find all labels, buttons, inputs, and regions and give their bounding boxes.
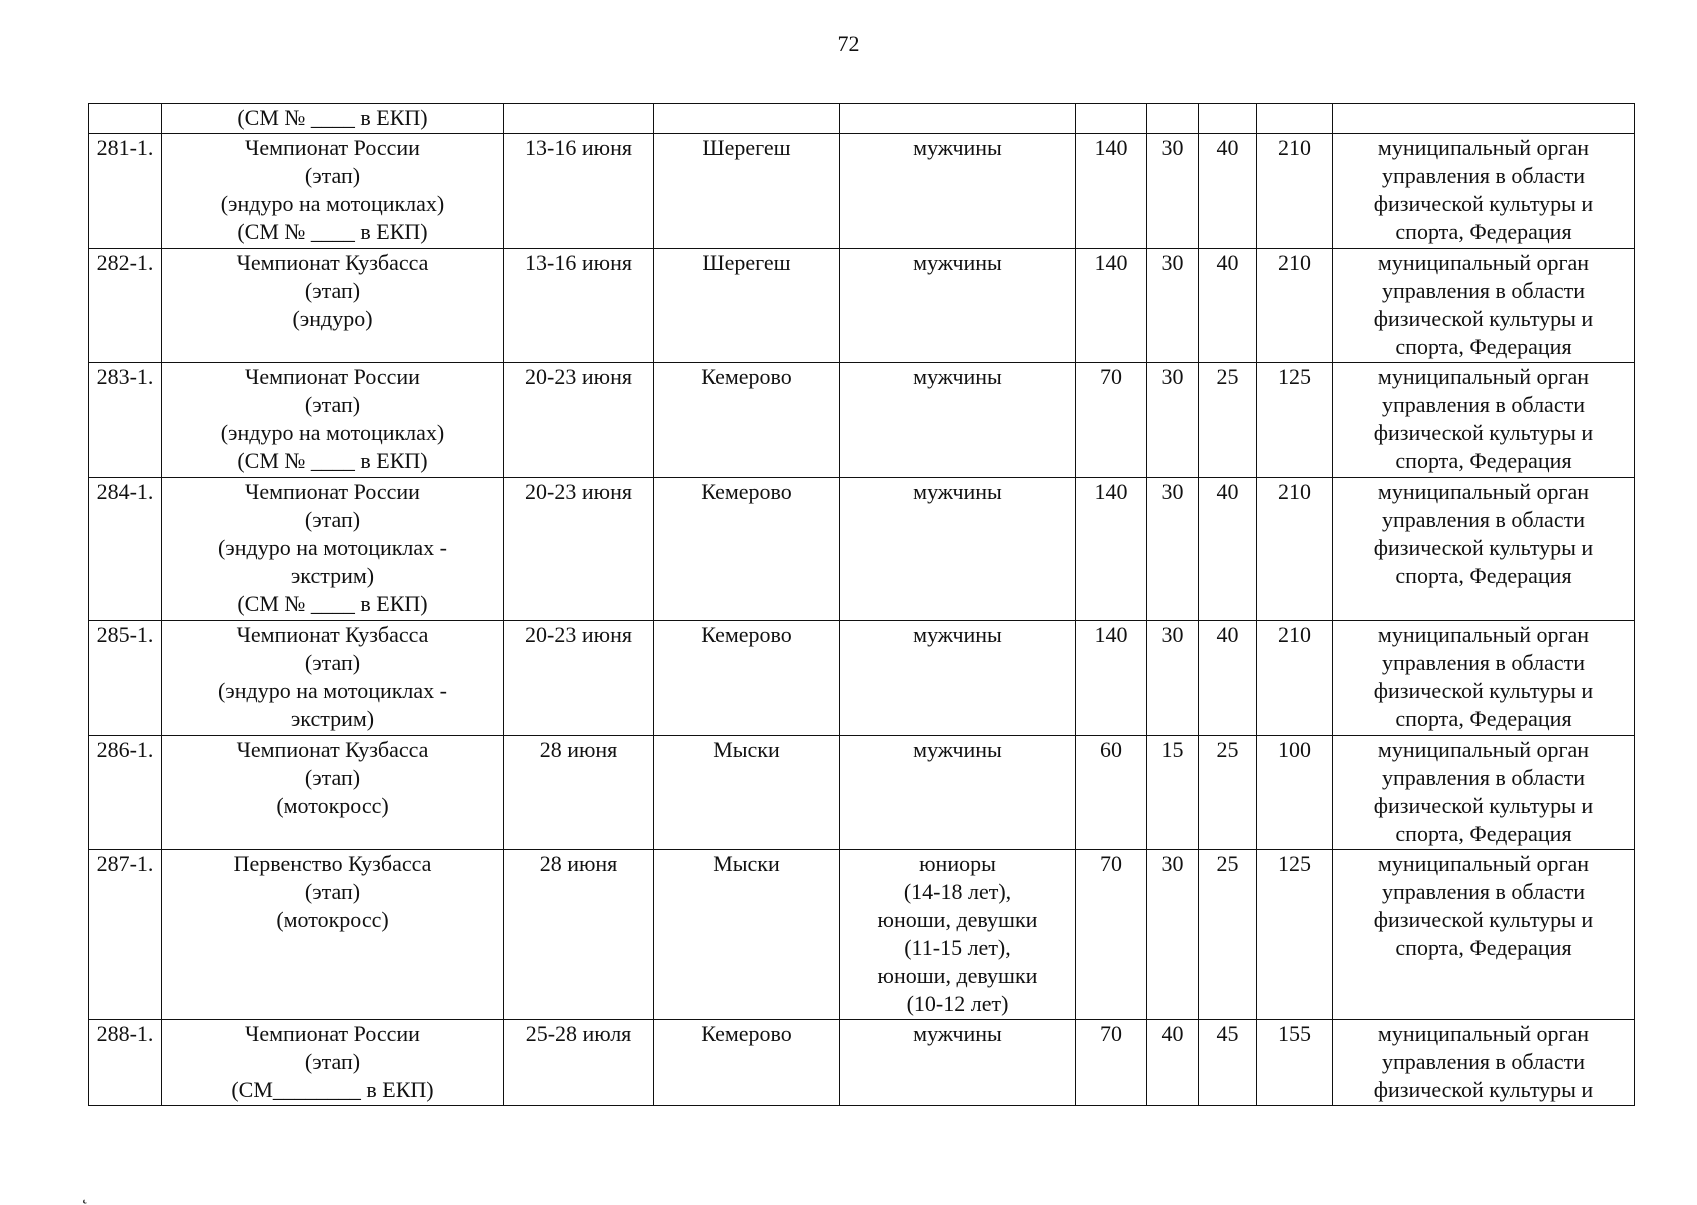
- event-place: Мыски: [654, 736, 840, 850]
- event-name: Чемпионат Кузбасса (этап) (эндуро): [162, 249, 504, 363]
- row-number: [89, 104, 162, 134]
- value-col-b: 30: [1147, 249, 1199, 363]
- value-col-a: 140: [1076, 621, 1147, 736]
- event-name: Чемпионат России (этап) (эндуро на мотоциклах) (СМ № ____ в ЕКП): [162, 134, 504, 249]
- event-dates: [504, 104, 654, 134]
- event-place: Шерегеш: [654, 249, 840, 363]
- event-organizer: муниципальный орган управления в области физической культуры и спорта, Федерация: [1333, 363, 1635, 478]
- table-row: [89, 134, 1635, 249]
- event-participants: мужчины: [840, 134, 1076, 249]
- value-col-c: 45: [1199, 1020, 1257, 1106]
- event-name: (СМ № ____ в ЕКП): [162, 104, 504, 134]
- event-organizer: [1333, 104, 1635, 134]
- event-organizer: муниципальный орган управления в области физической культуры и: [1333, 1020, 1635, 1106]
- value-col-d: 210: [1257, 478, 1333, 621]
- event-dates: 28 июня: [504, 850, 654, 1020]
- event-name: Чемпионат России (этап) (СМ________ в ЕКП): [162, 1020, 504, 1106]
- table-row: [89, 363, 1635, 478]
- value-col-a: 60: [1076, 736, 1147, 850]
- value-col-c: 25: [1199, 363, 1257, 478]
- row-number: 283-1.: [89, 363, 162, 478]
- event-dates: 20-23 июня: [504, 478, 654, 621]
- value-col-b: 30: [1147, 850, 1199, 1020]
- event-place: Шерегеш: [654, 134, 840, 249]
- value-col-b: 30: [1147, 478, 1199, 621]
- value-col-a: 70: [1076, 363, 1147, 478]
- event-place: Кемерово: [654, 1020, 840, 1106]
- value-col-b: 30: [1147, 134, 1199, 249]
- value-col-d: 155: [1257, 1020, 1333, 1106]
- table-row: [89, 621, 1635, 736]
- value-col-a: [1076, 104, 1147, 134]
- row-number: 286-1.: [89, 736, 162, 850]
- event-dates: 28 июня: [504, 736, 654, 850]
- row-number: 282-1.: [89, 249, 162, 363]
- event-participants: мужчины: [840, 1020, 1076, 1106]
- value-col-a: 140: [1076, 134, 1147, 249]
- value-col-a: 70: [1076, 850, 1147, 1020]
- value-col-c: 40: [1199, 249, 1257, 363]
- table-row: [89, 1020, 1635, 1106]
- event-participants: мужчины: [840, 363, 1076, 478]
- value-col-c: 40: [1199, 478, 1257, 621]
- event-place: Кемерово: [654, 363, 840, 478]
- value-col-c: 40: [1199, 134, 1257, 249]
- event-dates: 20-23 июня: [504, 363, 654, 478]
- table-row: [89, 478, 1635, 621]
- event-dates: 20-23 июня: [504, 621, 654, 736]
- value-col-d: [1257, 104, 1333, 134]
- value-col-b: 15: [1147, 736, 1199, 850]
- row-number: 285-1.: [89, 621, 162, 736]
- row-number: 287-1.: [89, 850, 162, 1020]
- event-place: Кемерово: [654, 621, 840, 736]
- event-organizer: муниципальный орган управления в области физической культуры и спорта, Федерация: [1333, 249, 1635, 363]
- value-col-a: 70: [1076, 1020, 1147, 1106]
- table-row-fragment: [89, 104, 1635, 134]
- row-number: 288-1.: [89, 1020, 162, 1106]
- value-col-d: 210: [1257, 621, 1333, 736]
- events-table: [88, 103, 1635, 1106]
- event-organizer: муниципальный орган управления в области физической культуры и спорта, Федерация: [1333, 134, 1635, 249]
- event-organizer: муниципальный орган управления в области физической культуры и спорта, Федерация: [1333, 850, 1635, 1020]
- event-dates: 13-16 июня: [504, 134, 654, 249]
- page-number: 72: [837, 31, 860, 56]
- event-organizer: муниципальный орган управления в области физической культуры и спорта, Федерация: [1333, 478, 1635, 621]
- event-organizer: муниципальный орган управления в области физической культуры и спорта, Федерация: [1333, 621, 1635, 736]
- page-edge-mark: ˛: [82, 1184, 88, 1204]
- value-col-a: 140: [1076, 249, 1147, 363]
- value-col-d: 210: [1257, 134, 1333, 249]
- table-row: [89, 736, 1635, 850]
- value-col-d: 100: [1257, 736, 1333, 850]
- event-name: Чемпионат Кузбасса (этап) (мотокросс): [162, 736, 504, 850]
- row-number: 281-1.: [89, 134, 162, 249]
- event-participants: мужчины: [840, 736, 1076, 850]
- value-col-b: [1147, 104, 1199, 134]
- event-name: Чемпионат России (этап) (эндуро на мотоциклах) (СМ № ____ в ЕКП): [162, 363, 504, 478]
- value-col-c: 25: [1199, 736, 1257, 850]
- event-place: Мыски: [654, 850, 840, 1020]
- event-organizer: муниципальный орган управления в области физической культуры и спорта, Федерация: [1333, 736, 1635, 850]
- event-name: Первенство Кузбасса (этап) (мотокросс): [162, 850, 504, 1020]
- value-col-c: 40: [1199, 621, 1257, 736]
- event-participants: юниоры (14-18 лет), юноши, девушки (11-15 лет), юноши, девушки (10-12 лет): [840, 850, 1076, 1020]
- event-participants: мужчины: [840, 621, 1076, 736]
- value-col-b: 30: [1147, 621, 1199, 736]
- table-row: [89, 249, 1635, 363]
- row-number: 284-1.: [89, 478, 162, 621]
- value-col-b: 30: [1147, 363, 1199, 478]
- value-col-c: 25: [1199, 850, 1257, 1020]
- event-place: Кемерово: [654, 478, 840, 621]
- value-col-a: 140: [1076, 478, 1147, 621]
- event-participants: мужчины: [840, 249, 1076, 363]
- event-name: Чемпионат России (этап) (эндуро на мотоциклах - экстрим) (СМ № ____ в ЕКП): [162, 478, 504, 621]
- value-col-d: 125: [1257, 850, 1333, 1020]
- event-participants: [840, 104, 1076, 134]
- table-row: [89, 850, 1635, 1020]
- value-col-d: 210: [1257, 249, 1333, 363]
- event-name: Чемпионат Кузбасса (этап) (эндуро на мотоциклах - экстрим): [162, 621, 504, 736]
- value-col-b: 40: [1147, 1020, 1199, 1106]
- event-dates: 13-16 июня: [504, 249, 654, 363]
- event-dates: 25-28 июля: [504, 1020, 654, 1106]
- event-place: [654, 104, 840, 134]
- event-participants: мужчины: [840, 478, 1076, 621]
- value-col-d: 125: [1257, 363, 1333, 478]
- value-col-c: [1199, 104, 1257, 134]
